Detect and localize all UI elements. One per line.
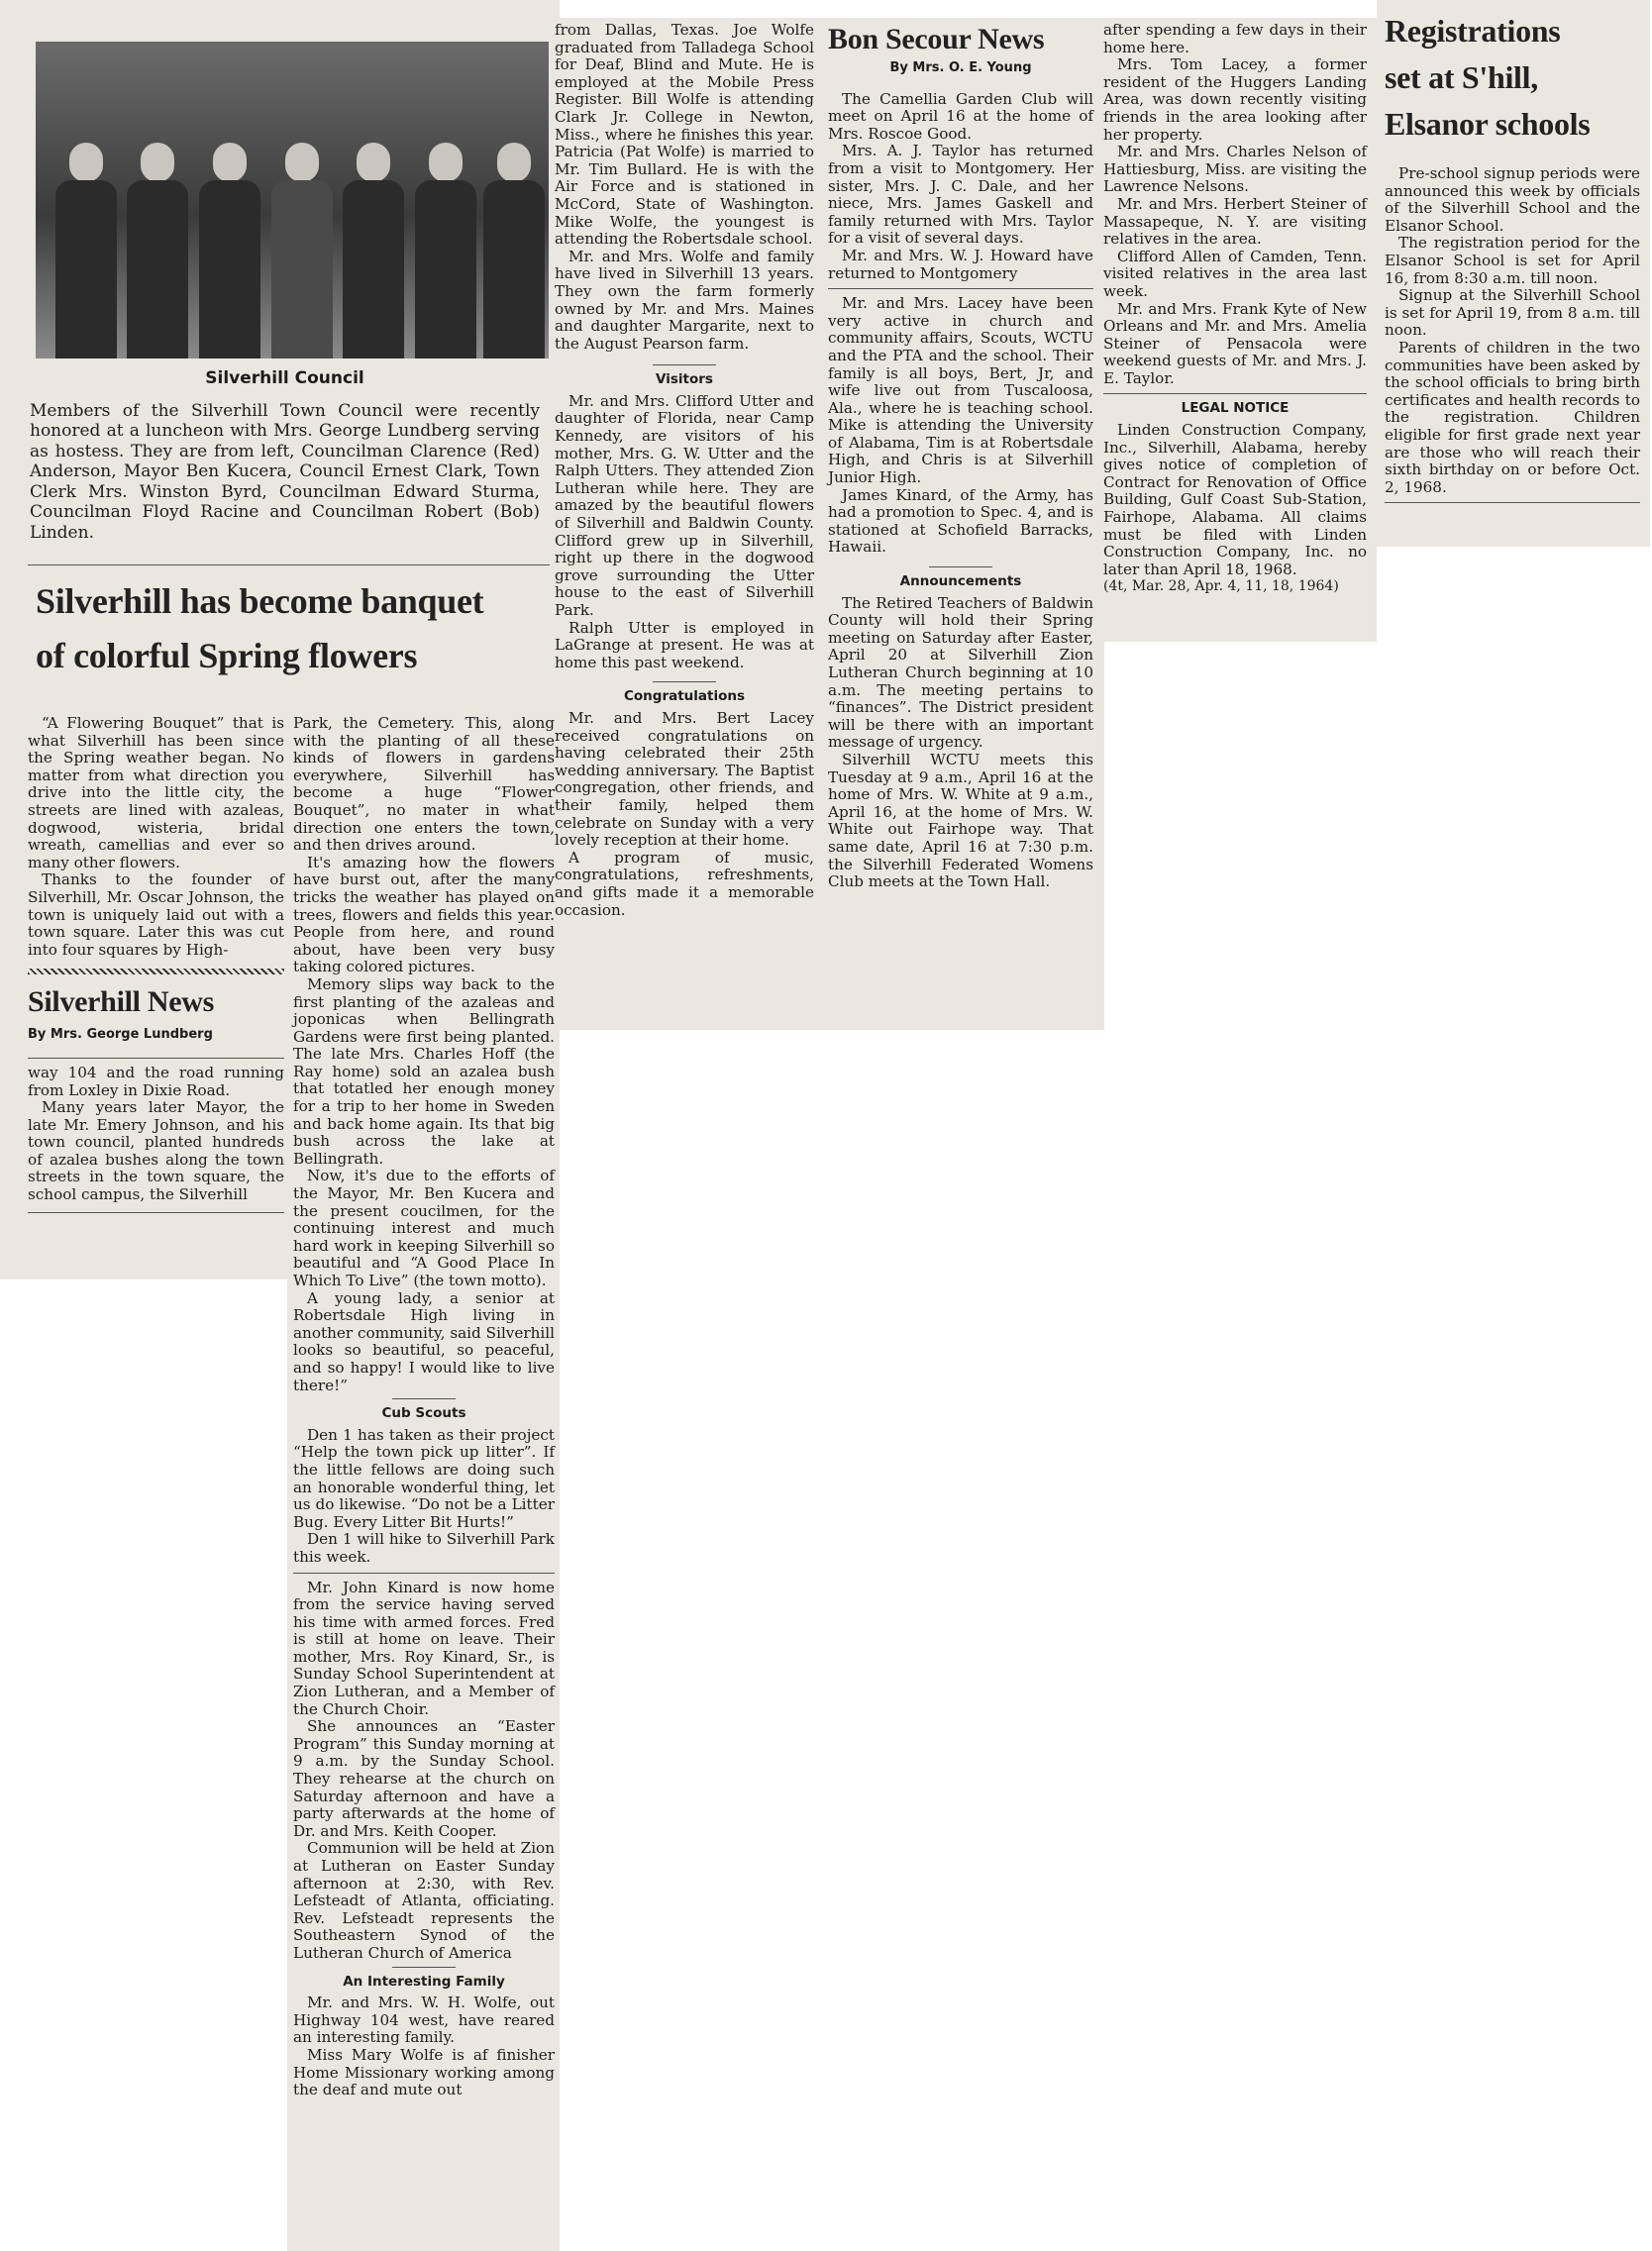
announcements-heading: Announcements [899,573,1022,590]
flowers-headline: Silverhill has become banquet of colorful Spring flowers [36,581,484,675]
caption-title: Silverhill Council [205,368,364,388]
family-heading: An Interesting Family [343,1973,505,1990]
caption-text: Members of the Silverhill Town Council were recently honored at a luncheon with Mrs. George Lundberg serving as hostess. They are from left, Councilman Clarence (Red) Anderson, Mayor Ben Kucera, Council Ernest Clark, Town Clerk Mrs. Winston Byrd, Councilman Edward Sturma, Councilman Floyd Racine and Councilman Robert (Bob) Linden. [30,400,540,543]
bon-secour-title: Bon Secour News [828,23,1045,55]
bon-secour-col: Bon Secour News By Mrs. O. E. Young The Camellia Garden Club will meet on April 16 at the home of Mrs. Roscoe Good. Mrs. A. J. Taylor has returned from a visit to Montgomery. Her sister, Mrs. J. C. Dale, and her niece, Mrs. James Gaskell and family returned with Mrs. Taylor for a visit of several days. Mr. and Mrs. W. J. Howard have returned to Montgomery Mr. and Mrs. Lacey have been very active in church and community affairs, Scouts, WCTU and the PTA and the school. Their family is all boys, Bert, Jr, and wife live out from Tuscaloosa, Ala., where he is teaching school. Mike is attending the University of Alabama, Tim is at Robertsdale High, and Chris is at Silverhill Junior High. James Kinard, of the Army, has had a promotion to Spec. 4, and is stationed at Schofield Barracks, Hawaii. Announcements The Retired Teachers of Baldwin County will hold their Spring meeting on Saturday after Easter, April 20 at Silverhill Zion Lutheran Church beginning at 10 a.m. The meeting pertains to “finances”. The District president will be there with an important message of urgency. Silverhill WCTU meets this Tuesday at 9 a.m., April 16 at the home of Mrs. W. White at 9 a.m., April 16, at the home of Mrs. W. White out Fairhope way. That same date, April 16 at 7:30 p.m. the Silverhill Federated Womens Club meets at the Town Hall. [828,23,1093,891]
silverhill-news-byline: By Mrs. George Lundberg [28,1027,213,1043]
flowers-col1: “A Flowering Bouquet” that is what Silverhill has been since the Spring weather began. No matter from what direction you drive into the little city, the streets are lined with azaleas, dogwood, wisteria, bridal wreath, camellias and ever so many other flowers. Thanks to the founder of Silverhill, Mr. Oscar Johnson, the town is uniquely laid out with a town square. Later this was cut into four squares by High- Silverhill News By Mrs. George Lundberg way 104 and the road running from Loxley in Dixie Road. Many years later Mayor, the late Mr. Emery Johnson, and his town council, planted hundreds of azalea bushes along the town streets in the town square, the school campus, the Silverhill [28,715,284,1219]
visitors-heading: Visitors [656,371,713,388]
bon-secour-byline: By Mrs. O. E. Young [889,60,1032,75]
council-photo [36,42,549,358]
legal-notice-heading: LEGAL NOTICE [1181,400,1290,417]
flowers-col2: Park, the Cemetery. This, along with the planting of all these kinds of flowers in gardens everywhere, Silverhill has become a huge “Flower Bouquet”, no mater in what direction one enters the town, and then drives around. It's amazing how the flowers have burst out, after the many tricks the weather has played on trees, flowers and fields this year. People from here, and round about, have been very busy taking colored pictures. Memory slips way back to the first planting of the azaleas and joponicas when Bellingrath Gardens were first being planted. The late Mrs. Charles Hoff (the Ray home) sold an azalea bush that totatled her enough money for a trip to her home in Sweden and back home again. Its that big bush across the lake at Bellingrath. Now, it's due to the efforts of the Mayor, Mr. Ben Kucera and the present coucilmen, for the continuing interest and much hard work in keeping Silverhill so beautiful and “A Good Place In Which To Live” (the town motto). A young lady, a senior at Robertsdale High living in another community, said Silverhill looks so beautiful, so peaceful, and so happy! I would like to live there!” Cub Scouts Den 1 has taken as their project “Help the town pick up litter”. If the little fellows are doing such an honorable wonderful thing, let us do likewise. “Do not be a Litter Bug. Every Litter Bit Hurts!” Den 1 will hike to Silverhill Park this week. Mr. John Kinard is now home from the service having served his time with armed forces. Fred is still at home on leave. Their mother, Mrs. Roy Kinard, Sr., is Sunday School Superintendent at Zion Lutheran, and a Member of the Church Choir. She announces an “Easter Program” this Sunday morning at 9 a.m. by the Sunday School. They rehearse at the church on Saturday afternoon and have a party afterwards at the home of Dr. and Mrs. Keith Cooper. Communion will be held at Zion at Lutheran on Easter Sunday afternoon at 2:30, with Rev. Lefsteadt of Atlanta, officiating. Rev. Lefsteadt represents the Southeastern Synod of the Lutheran Church of America An Interesting Family Mr. and Mrs. W. H. Wolfe, out Highway 104 west, have reared an interesting family. Miss Mary Wolfe is af finisher Home Missionary working among the deaf and mute out [293,714,555,2099]
congratulations-heading: Congratulations [623,688,746,705]
legal-notice-dates: (4t, Mar. 28, Apr. 4, 11, 18, 1964) [1103,578,1339,595]
bon-secour-continuation: after spending a few days in their home here. Mrs. Tom Lacey, a former resident of the Huggers Landing Area, was down recently visiting friends in the area looking after her property. Mr. and Mrs. Charles Nelson of Hattiesburg, Miss. are visiting the Lawrence Nelsons. Mr. and Mrs. Herbert Steiner of Massapeque, N. Y. are visiting relatives in the area. Clifford Allen of Camden, Tenn. visited relatives in the area last week. Mr. and Mrs. Frank Kyte of New Orleans and Mr. and Mrs. Amelia Steiner of Pensacola were weekend guests of Mr. and Mrs. J. E. Taylor. LEGAL NOTICE Linden Construction Company, Inc., Silverhill, Alabama, hereby gives notice of completion of Contract for Renovation of Office Building, Gulf Coast Sub-Station, Fairhope, Alabama. All claims must be filed with Linden Construction Company, Inc. no later than April 18, 1968. (4t, Mar. 28, Apr. 4, 11, 18, 1964) [1103,21,1367,595]
cub-scouts-heading: Cub Scouts [381,1405,466,1422]
family-continuation: from Dallas, Texas. Joe Wolfe graduated from Talladega School for Deaf, Blind and Mute. He is employed at the Mobile Press Register. Bill Wolfe is attending Clark Jr. College in Newton, Miss., where he finishes this year. Patricia (Pat Wolfe) is married to Mr. Tim Bullard. He is with the Air Force and is stationed in McCord, State of Washington. Mike Wolfe, the youngest is attending the Robertsdale school. Mr. and Mrs. Wolfe and family have lived in Silverhill 13 years. They own the farm formerly owned by Mr. and Mrs. Maines and daughter Margarite, next to the August Pearson farm. Visitors Mr. and Mrs. Clifford Utter and daughter of Florida, near Camp Kennedy, are visitors of his mother, Mrs. G. W. Utter and the Ralph Utters. They attended Zion Lutheran while here. They are amazed by the beautiful flowers of Silverhill and Baldwin County. Clifford grew up in Silverhill, right up there in the dogwood grove surrounding the Utter house to the east of Silverhill Park. Ralph Utter is employed in LaGrange at present. He was at home this past weekend. Congratulations Mr. and Mrs. Bert Lacey received congratulations on having celebrated their 25th wedding anniversary. The Baptist congregation, other friends, and their family, helped them celebrate on Sunday with a very lovely reception at their home. A program of music, congratulations, refreshments, and gifts made it a memorable occasion. [555,21,814,919]
registrations-headline: Registrations set at S'hill, Elsanor schools [1385,13,1591,142]
registrations-col: Registrations set at S'hill, Elsanor schools Pre-school signup periods were announced this week by officials of the Silverhill School and the Elsanor School. The registration period for the Elsanor School is set for April 16, from 8:30 a.m. till noon. Signup at the Silverhill School is set for April 19, from 8 a.m. till noon. Parents of children in the two communities have been asked by the school officials to bring birth certificates and health records to the registration. Children eligible for first grade next year are those who will reach their sixth birthday on or before Oct. 2, 1968. [1385,8,1640,509]
council-caption [30,368,540,543]
silverhill-news-title: Silverhill News [28,985,214,1019]
